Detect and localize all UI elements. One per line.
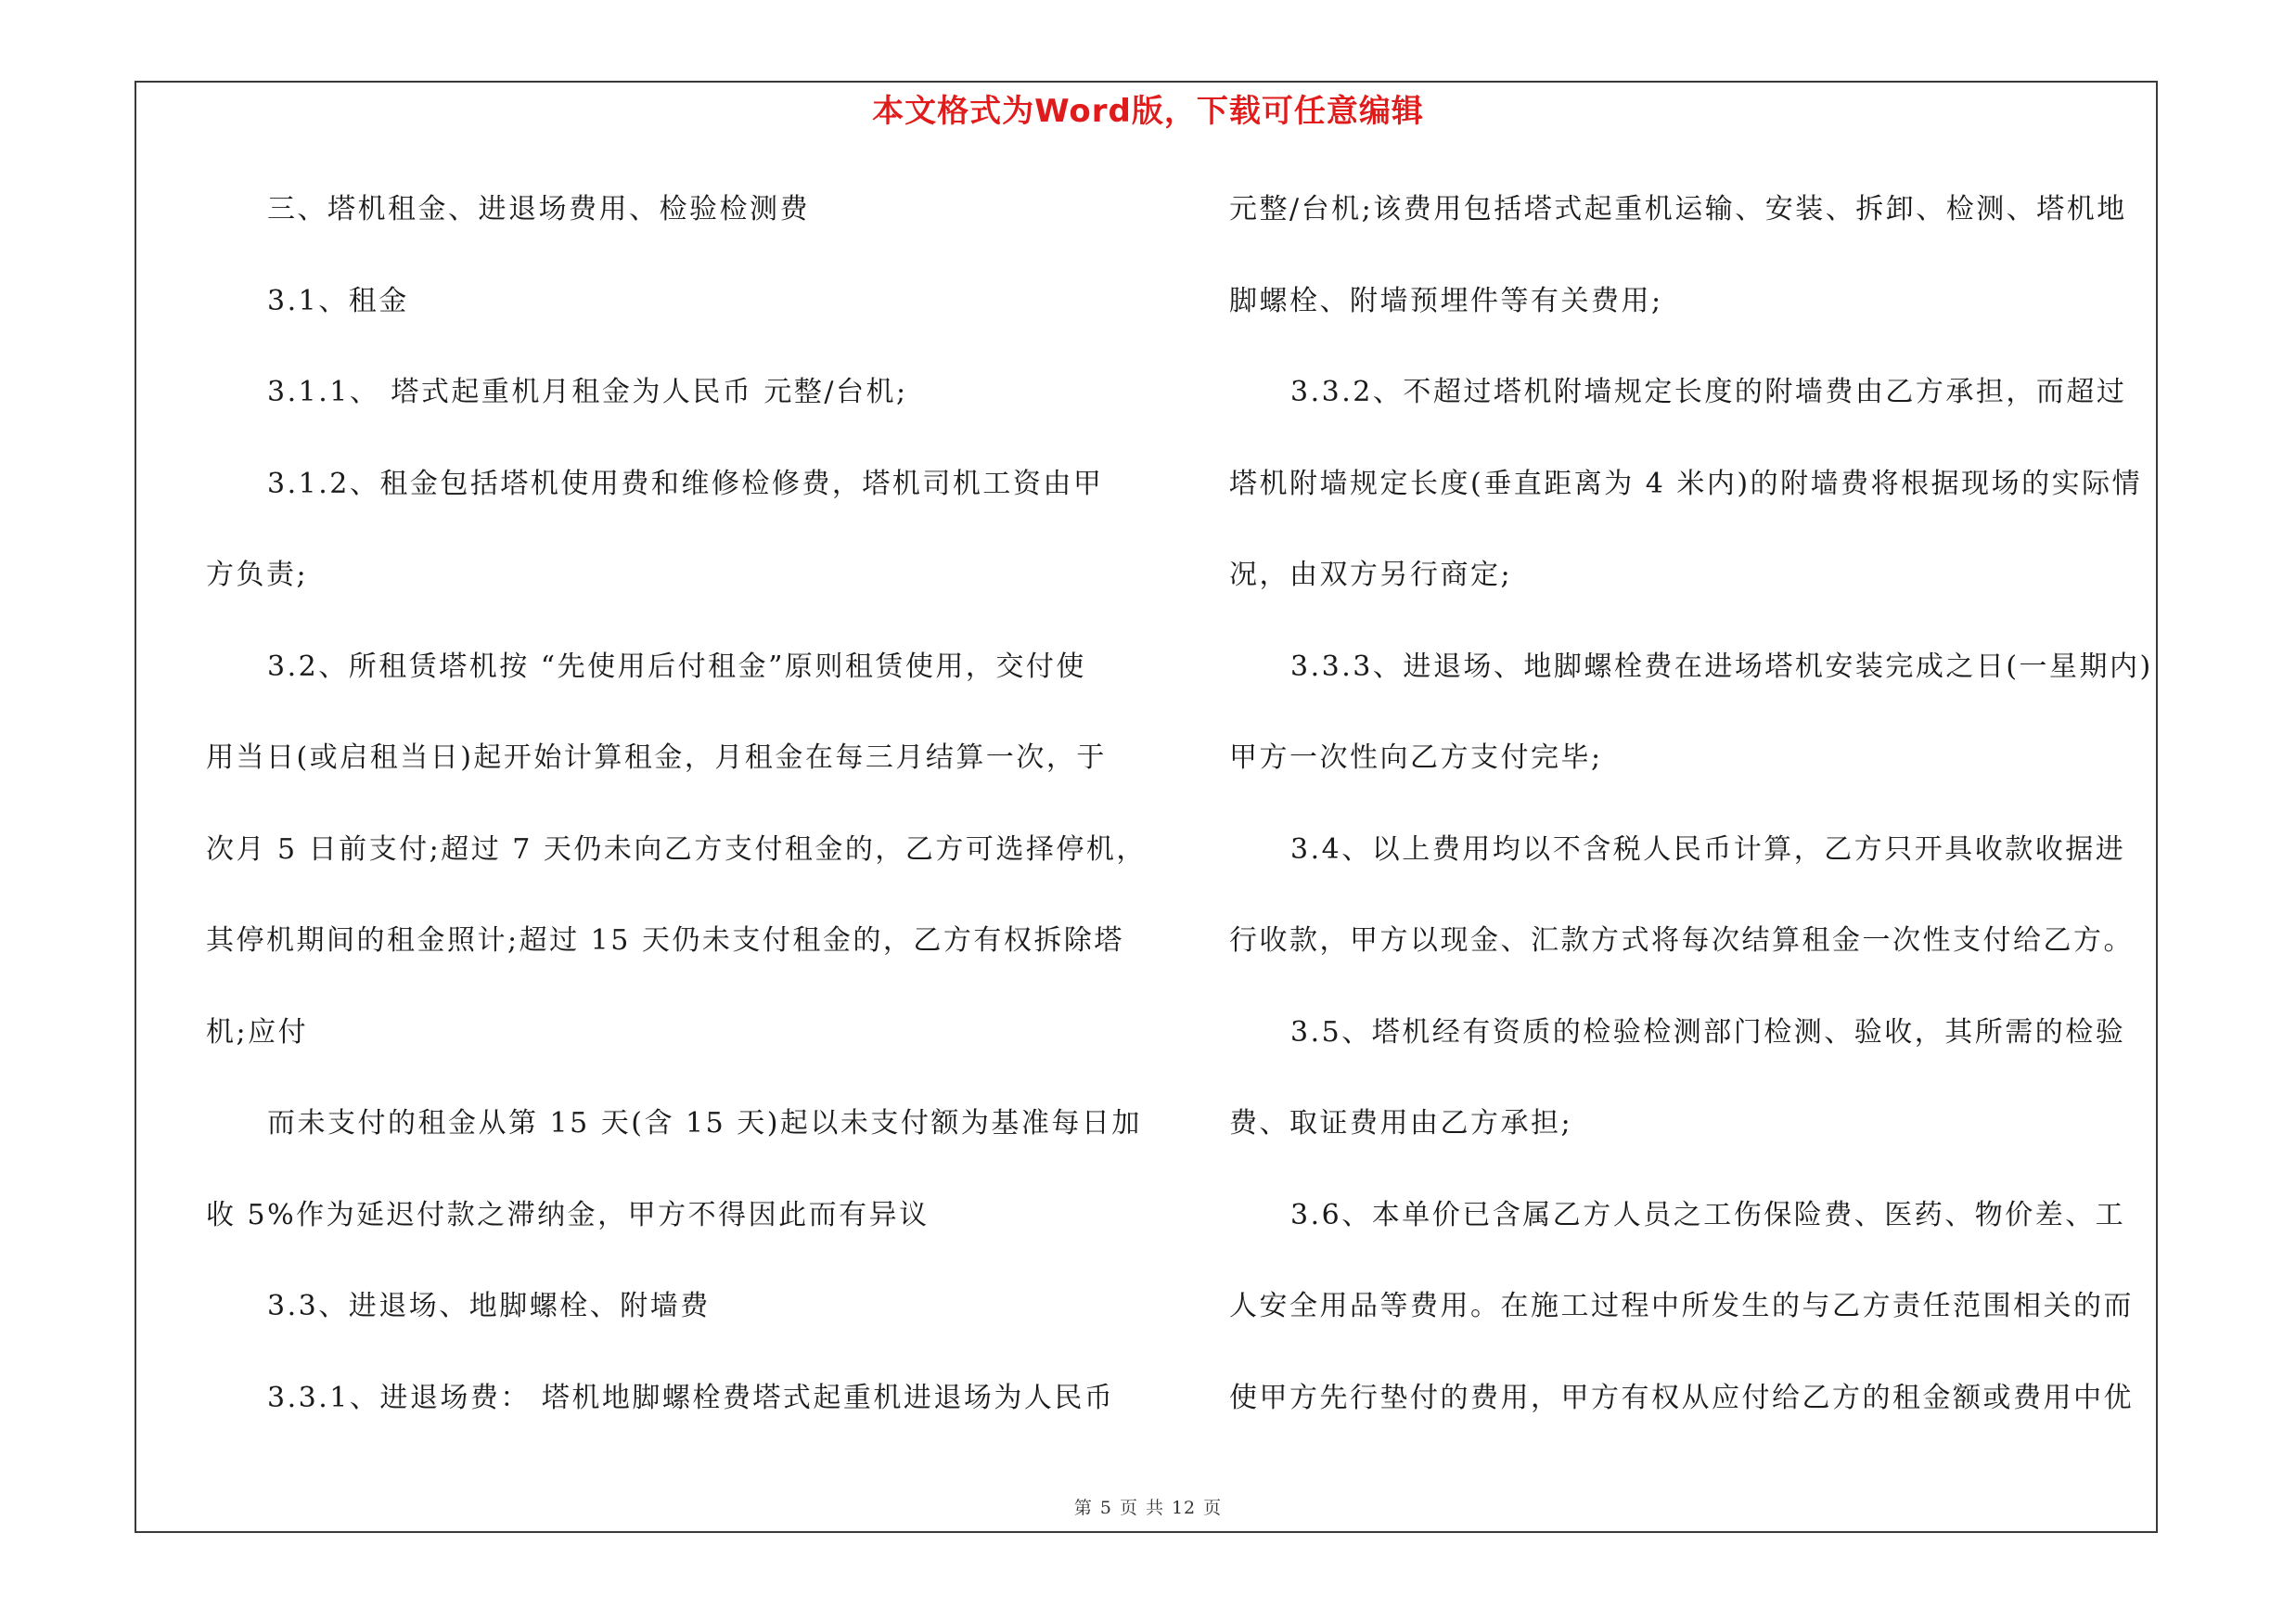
text-line: 费、取证费用由乙方承担;: [1229, 1107, 1573, 1140]
text-line: 3.1、租金: [267, 284, 409, 317]
text-line: 3.3.2、不超过塔机附墙规定长度的附墙费由乙方承担，而超过: [1290, 376, 2127, 408]
text-line: 3.3.1、进退场费： 塔机地脚螺栓费塔式起重机进退场为人民币: [267, 1381, 1115, 1414]
text-line: 其停机期间的租金照计;超过 15 天仍未支付租金的，乙方有权拆除塔: [206, 924, 1124, 957]
text-line: 脚螺栓、附墙预埋件等有关费用;: [1229, 284, 1663, 317]
page-footer: [0, 1494, 2296, 1519]
footer-page-number: 5: [1099, 1498, 1112, 1518]
text-line: 元整/台机;该费用包括塔式起重机运输、安装、拆卸、检测、塔机地: [1229, 193, 2127, 225]
footer-total-pages: 12: [1171, 1498, 1197, 1518]
text-line: 机;应付: [206, 1015, 309, 1049]
text-line: 3.5、塔机经有资质的检验检测部门检测、验收，其所需的检验: [1290, 1015, 2126, 1049]
text-line: 3.1.1、 塔式起重机月租金为人民币 元整/台机;: [267, 376, 908, 408]
text-line: 3.4、以上费用均以不含税人民币计算，乙方只开具收款收据进: [1290, 832, 2126, 866]
text-line: 使甲方先行垫付的费用，甲方有权从应付给乙方的租金额或费用中优: [1229, 1381, 2134, 1414]
text-line: 行收款，甲方以现金、汇款方式将每次结算租金一次性支付给乙方。: [1229, 924, 2134, 957]
footer-total-label: 共: [1145, 1498, 1164, 1518]
text-line: 甲方一次性向乙方支付完毕;: [1229, 741, 1603, 774]
text-line: 人安全用品等费用。在施工过程中所发生的与乙方责任范围相关的而: [1229, 1290, 2134, 1322]
text-line: 3.6、本单价已含属乙方人员之工伤保险费、医药、物价差、工: [1290, 1198, 2126, 1231]
text-line: 用当日(或启租当日)起开始计算租金，月租金在每三月结算一次，于: [206, 741, 1107, 774]
footer-page-label: 页: [1119, 1498, 1138, 1518]
text-line: 3.3、进退场、地脚螺栓、附墙费: [267, 1290, 711, 1322]
right-column: [1229, 182, 2180, 1462]
text-line: 3.1.2、租金包括塔机使用费和维修检修费，塔机司机工资由甲: [267, 467, 1104, 500]
format-banner: 本文格式为Word版，下载可任意编辑: [872, 93, 1424, 130]
text-line: 塔机附墙规定长度(垂直距离为 4 米内)的附墙费将根据现场的实际情: [1229, 467, 2143, 500]
text-line: 收 5%作为延迟付款之滞纳金，甲方不得因此而有异议: [206, 1198, 930, 1231]
left-column: [206, 182, 1147, 1462]
text-line: 3.3.3、进退场、地脚螺栓费在进场塔机安装完成之日(一星期内): [1290, 650, 2153, 683]
text-line: 况，由双方另行商定;: [1229, 559, 1513, 591]
text-line: 而未支付的租金从第 15 天(含 15 天)起以未支付额为基准每日加: [267, 1107, 1142, 1140]
footer-suffix: 页: [1203, 1498, 1223, 1518]
text-line: 方负责;: [206, 559, 309, 591]
text-line: 3.2、所租赁塔机按 “先使用后付租金”原则租赁使用，交付使: [267, 650, 1086, 683]
footer-prefix: 第: [1073, 1498, 1093, 1518]
text-line: 次月 5 日前支付;超过 7 天仍未向乙方支付租金的，乙方可选择停机，: [206, 832, 1147, 866]
text-line: 三、塔机租金、进退场费用、检验检测费: [267, 193, 810, 225]
